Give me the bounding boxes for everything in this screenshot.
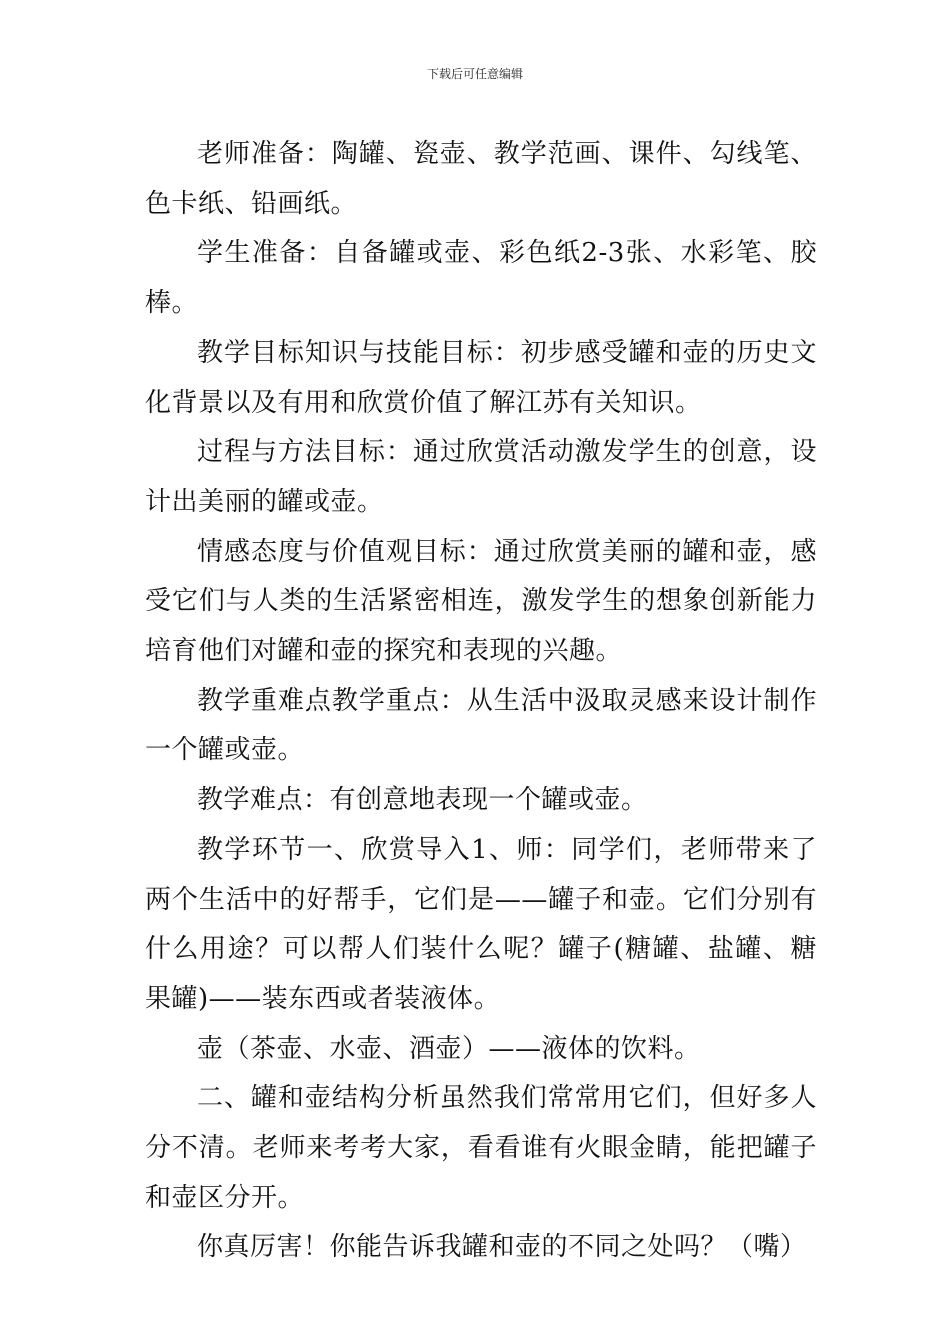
paragraph-teacher-prep: 老师准备：陶罐、瓷壶、教学范画、课件、勾线笔、色卡纸、铅画纸。 — [145, 139, 817, 219]
page-header: 下载后可任意编辑 — [426, 67, 523, 81]
paragraph-student-prep: 学生准备：自备罐或壶、彩色纸2-3张、水彩笔、胶棒。 — [145, 238, 817, 319]
paragraph-pot-uses: 壶（茶壶、水壶、酒壶）——液体的饮料。 — [197, 1033, 701, 1064]
document-body — [145, 130, 817, 1273]
paragraph-emotion-goal: 情感态度与价值观目标：通过欣赏美丽的罐和壶，感受它们与人类的生活紧密相连，激发学生的想象创新能力培育他们对罐和壶的探究和表现的兴趣。 — [145, 536, 817, 667]
paragraph-knowledge-goal: 教学目标知识与技能目标：初步感受罐和壶的历史文化背景以及有用和欣赏价值了解江苏有关知识。 — [145, 337, 817, 418]
paragraph-intro: 教学环节一、欣赏导入1、师：同学们，老师带来了两个生活中的好帮手，它们是——罐子和壶。它们分别有什么用途？可以帮人们装什么呢？罐子(糖罐、盐罐、糖果罐)——装东西或者装液体。 — [145, 834, 817, 1014]
paragraph-question: 你真厉害！你能告诉我罐和壶的不同之处吗？（嘴） — [197, 1232, 807, 1263]
paragraph-key-points: 教学重难点教学重点：从生活中汲取灵感来设计制作一个罐或壶。 — [145, 685, 817, 766]
paragraph-process-goal: 过程与方法目标：通过欣赏活动激发学生的创意，设计出美丽的罐或壶。 — [145, 437, 817, 517]
paragraph-difficulty: 教学难点：有创意地表现一个罐或壶。 — [197, 785, 648, 816]
paragraph-structure-analysis: 二、罐和壶结构分析虽然我们常常用它们，但好多人分不清。老师来考考大家，看看谁有火眼金睛，能把罐子和壶区分开。 — [145, 1083, 817, 1213]
